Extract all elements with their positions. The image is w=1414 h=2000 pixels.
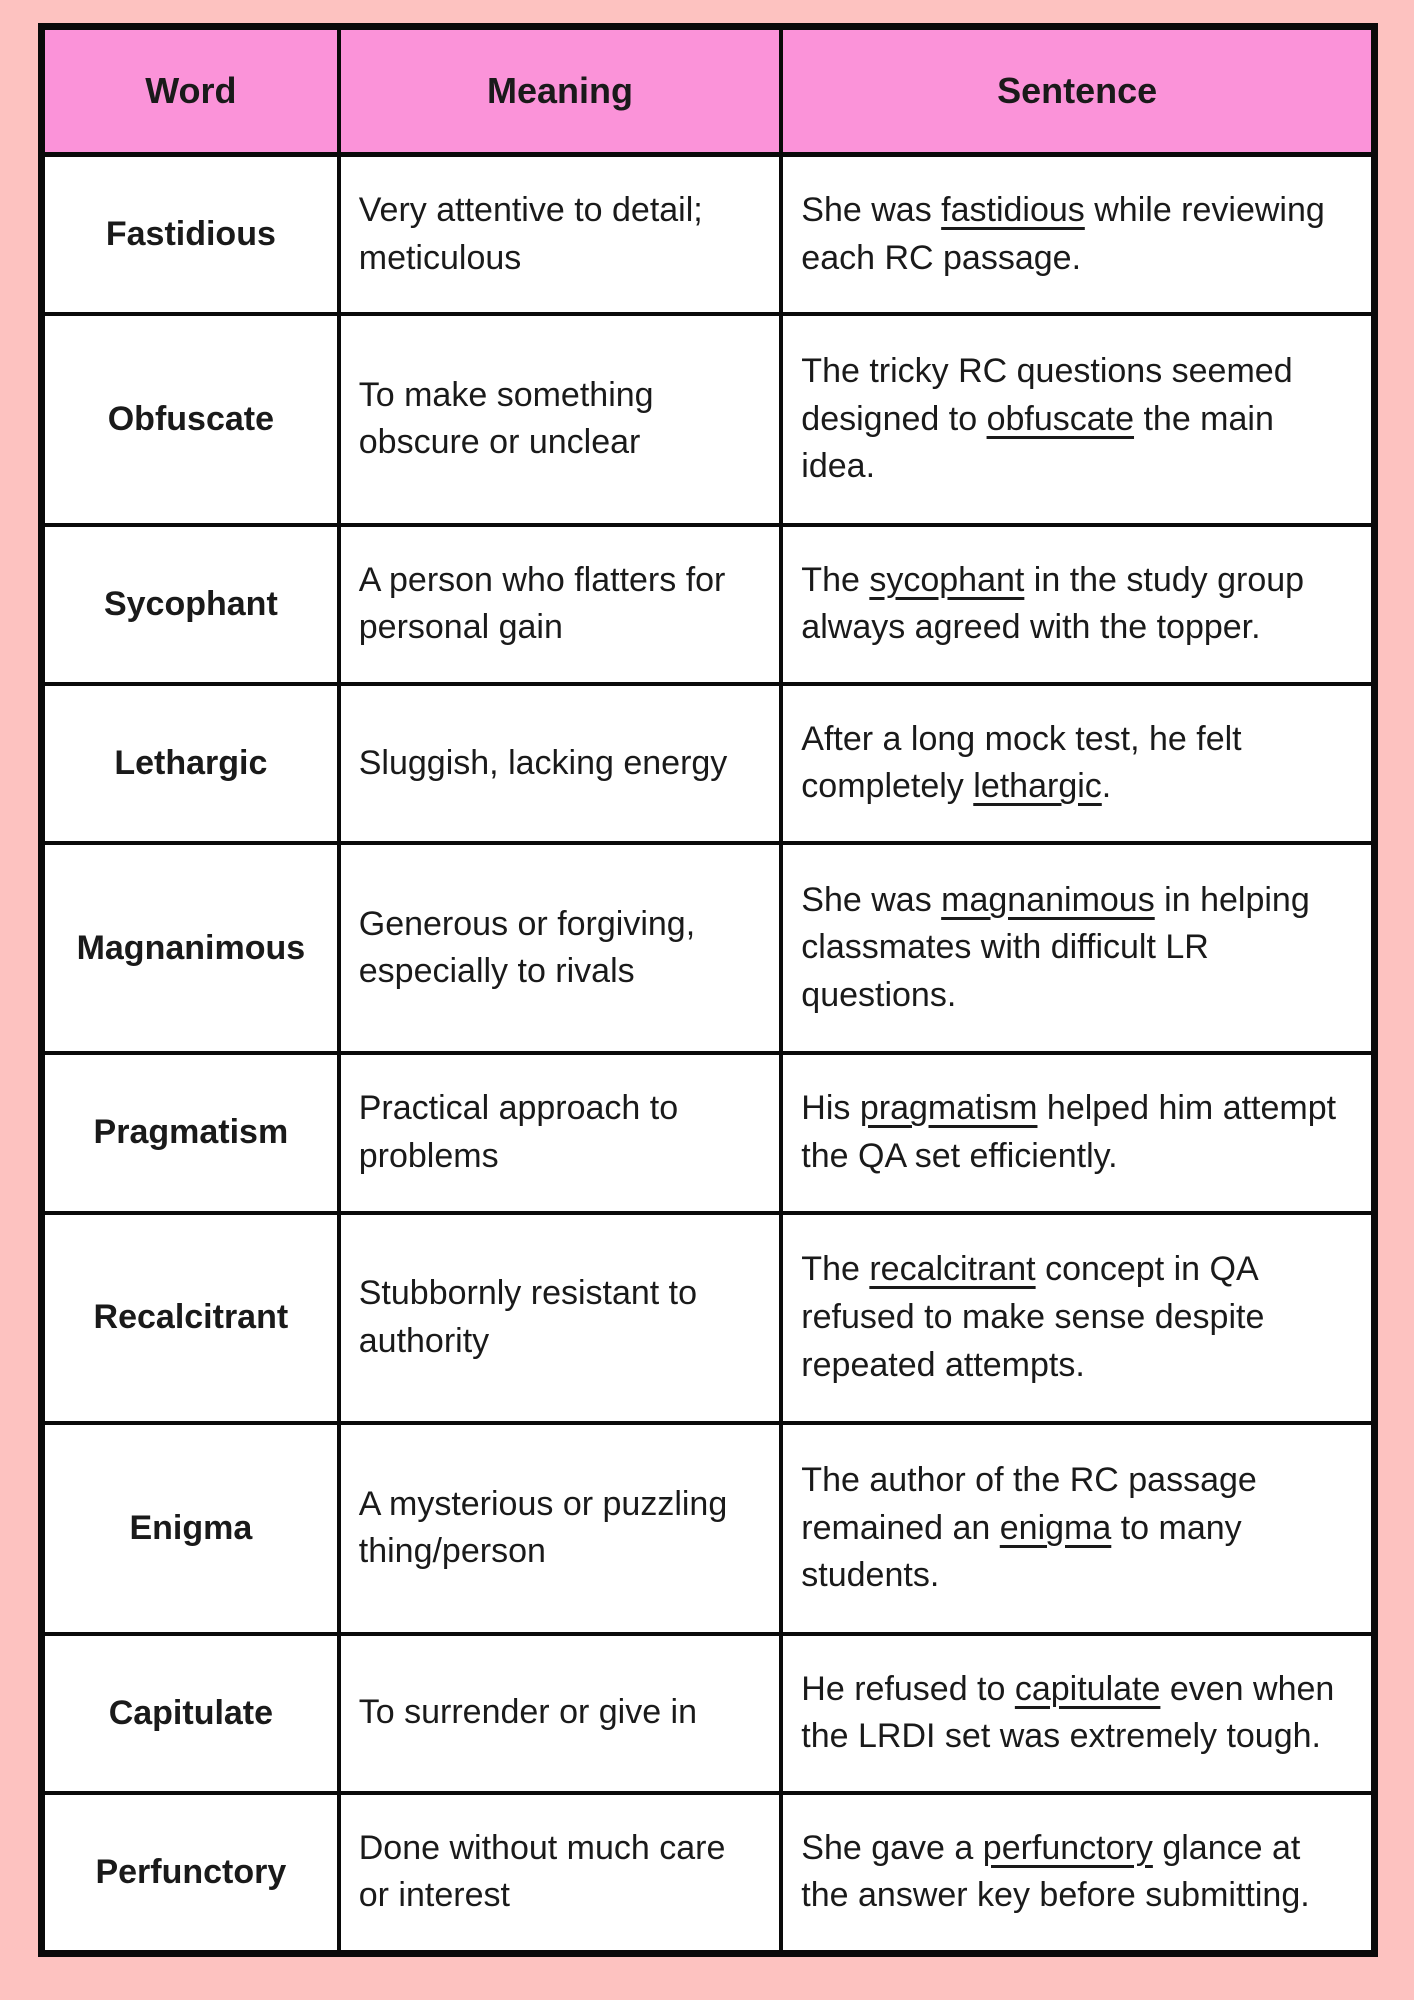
sentence-text-after: helped him attempt the QA set efficiently.	[801, 1089, 1337, 1175]
word-cell: Obfuscate	[42, 314, 339, 525]
sentence-text-after: to many students.	[801, 1508, 1242, 1595]
table-row	[42, 1793, 1375, 1954]
sentence-cell	[781, 1423, 1374, 1634]
sentence-text-after: in helping classmates with difficult LR questions.	[801, 880, 1310, 1014]
table-row	[42, 684, 1375, 843]
sentence-text-before: After a long mock test, he felt completely	[801, 719, 1242, 806]
table-row	[42, 525, 1375, 684]
sentence-keyword-underlined: enigma	[999, 1508, 1112, 1547]
sentence-cell	[781, 1634, 1374, 1793]
sentence-text-before: The author of the RC passage remained an	[801, 1460, 1257, 1547]
sentence-keyword-underlined: recalcitrant	[869, 1250, 1036, 1289]
header-word: Word	[42, 27, 339, 155]
sentence-cell	[781, 684, 1374, 843]
sentence-text-after: in the study group always agreed with the topper.	[801, 560, 1305, 647]
meaning-cell: Generous or forgiving, especially to rivals	[339, 843, 782, 1054]
word-cell: Perfunctory	[42, 1793, 339, 1954]
sentence-text-before: She was	[801, 190, 942, 229]
sentence-cell	[781, 1053, 1374, 1212]
sentence-cell	[781, 314, 1374, 525]
table-row	[42, 1634, 1375, 1793]
sentence-text-before: The tricky RC questions seemed designed to	[801, 352, 1293, 438]
sentence-text-before: She gave a	[801, 1828, 983, 1867]
sentence-keyword-underlined: sycophant	[869, 560, 1025, 599]
header-sentence: Sentence	[781, 27, 1374, 155]
word-cell: Sycophant	[42, 525, 339, 684]
sentence-keyword-underlined: obfuscate	[986, 399, 1135, 438]
table-body	[42, 155, 1375, 1954]
word-cell: Magnanimous	[42, 843, 339, 1054]
word-cell: Recalcitrant	[42, 1213, 339, 1424]
table-row	[42, 843, 1375, 1054]
sentence-text-after: the main idea.	[801, 399, 1274, 486]
header-meaning: Meaning	[339, 27, 782, 155]
table-row	[42, 314, 1375, 525]
word-cell: Pragmatism	[42, 1053, 339, 1212]
sentence-keyword-underlined: magnanimous	[941, 880, 1155, 919]
sentence-text-after: concept in QA refused to make sense despite repeated attempts.	[801, 1250, 1265, 1384]
meaning-cell: To make something obscure or unclear	[339, 314, 782, 525]
meaning-cell: Practical approach to problems	[339, 1053, 782, 1212]
word-cell: Fastidious	[42, 155, 339, 315]
sentence-cell	[781, 843, 1374, 1054]
sentence-text-before: The	[801, 1250, 870, 1289]
word-cell: Capitulate	[42, 1634, 339, 1793]
meaning-cell: Done without much care or interest	[339, 1793, 782, 1954]
sentence-cell	[781, 525, 1374, 684]
table-row	[42, 1423, 1375, 1634]
table-header-row	[42, 27, 1375, 155]
sentence-cell	[781, 1793, 1374, 1954]
vocab-table	[38, 23, 1378, 1957]
sentence-text-before: The	[801, 560, 870, 599]
sentence-keyword-underlined: fastidious	[941, 190, 1085, 229]
sentence-keyword-underlined: capitulate	[1014, 1669, 1161, 1708]
meaning-cell: To surrender or give in	[339, 1634, 782, 1793]
sentence-cell	[781, 155, 1374, 315]
meaning-cell: Sluggish, lacking energy	[339, 684, 782, 843]
meaning-cell: A person who flatters for personal gain	[339, 525, 782, 684]
sentence-keyword-underlined: pragmatism	[859, 1089, 1038, 1128]
sentence-text-before: She was	[801, 880, 942, 919]
sentence-text-after: even when the LRDI set was extremely tough.	[801, 1669, 1335, 1756]
table-row	[42, 155, 1375, 315]
sentence-text-after: .	[1101, 767, 1112, 806]
sentence-text-before: He refused to	[801, 1669, 1015, 1708]
sentence-keyword-underlined: lethargic	[973, 767, 1102, 806]
meaning-cell: Stubbornly resistant to authority	[339, 1213, 782, 1424]
sentence-cell	[781, 1213, 1374, 1424]
sentence-text-after: while reviewing each RC passage.	[801, 190, 1325, 277]
meaning-cell: Very attentive to detail; meticulous	[339, 155, 782, 315]
word-cell: Lethargic	[42, 684, 339, 843]
table-row	[42, 1053, 1375, 1212]
word-cell: Enigma	[42, 1423, 339, 1634]
sentence-keyword-underlined: perfunctory	[982, 1828, 1153, 1867]
sentence-text-after: glance at the answer key before submitting.	[801, 1828, 1310, 1915]
sentence-text-before: His	[801, 1089, 860, 1128]
table-row	[42, 1213, 1375, 1424]
meaning-cell: A mysterious or puzzling thing/person	[339, 1423, 782, 1634]
